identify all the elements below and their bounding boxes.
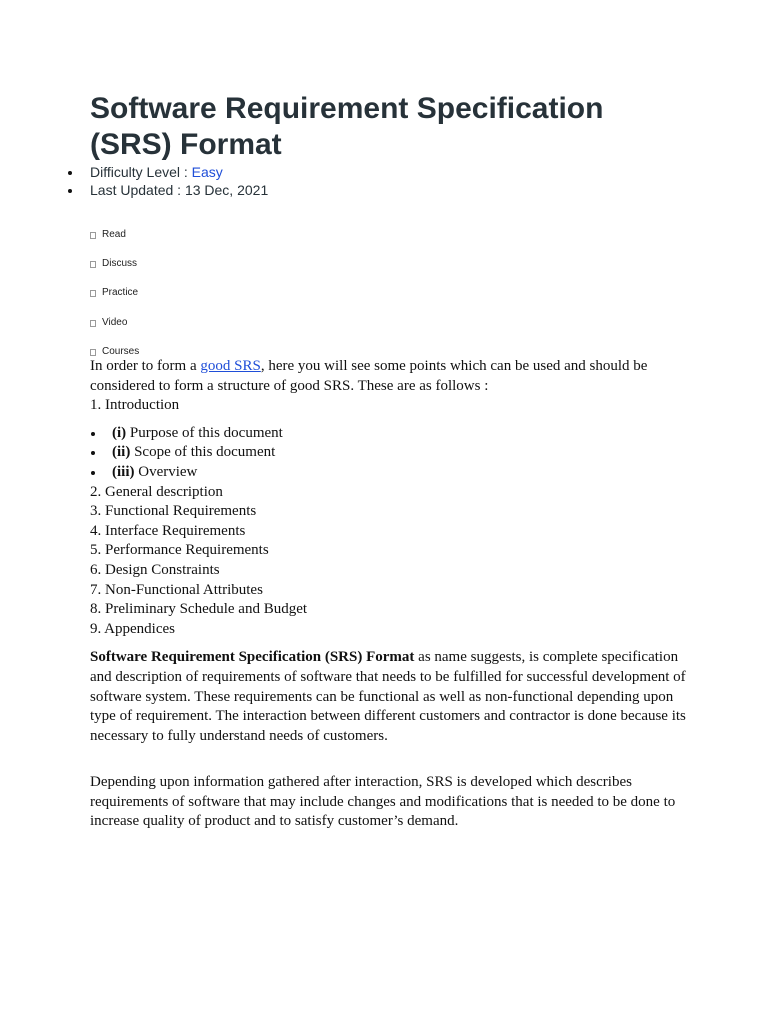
subitem-number: (ii) xyxy=(112,444,131,461)
read-action[interactable] xyxy=(90,229,126,241)
outline-item: 4. Interface Requirements xyxy=(90,522,246,539)
practice-action[interactable] xyxy=(90,287,138,299)
outline-item: 5. Performance Requirements xyxy=(90,542,269,559)
read-label: Read xyxy=(102,229,126,240)
outline-item: 2. General description xyxy=(90,483,223,500)
discuss-action[interactable] xyxy=(90,258,137,270)
intro-text-end: , here you will see some points which can be used and should be considered to form a structure of good SRS. These are as follows : xyxy=(90,358,648,394)
srs-development-paragraph: Depending upon information gathered after interaction, SRS is developed which describes requirements of software that may include changes and modifications that is needed to be done to increase quality of product and to satisfy customer’s demand. xyxy=(90,774,676,830)
outline-item: 1. Introduction xyxy=(90,397,180,414)
good-srs-link[interactable]: good SRS xyxy=(200,358,261,374)
difficulty-level xyxy=(90,163,268,181)
courses-label: Courses xyxy=(102,346,140,357)
srs-description-text: as name suggests, is complete specification and description of requirements of software that needs to be fulfilled for successful development of software system. These requirements can be functional as well as non-functional depending upon type of requirement. The interaction between different customers and contractor is done because its necessary to fully understand needs of customers. xyxy=(90,649,686,744)
difficulty-link[interactable]: Easy xyxy=(191,164,223,180)
practice-icon xyxy=(90,290,96,297)
introduction-subitems xyxy=(90,424,690,483)
outline-item: 3. Functional Requirements xyxy=(90,503,257,520)
video-label: Video xyxy=(102,317,128,328)
subitem-text: Overview xyxy=(134,463,198,480)
subitem-text: Purpose of this document xyxy=(126,424,283,441)
subitem-number: (iii) xyxy=(112,463,135,480)
outline-item: 6. Design Constraints xyxy=(90,561,220,578)
srs-description-paragraph xyxy=(90,648,690,746)
intro-text-start: In order to form a xyxy=(90,358,201,374)
outline-item: 7. Non-Functional Attributes xyxy=(90,581,263,598)
subitem-number: (i) xyxy=(112,424,127,441)
page-title: Software Requirement Specification (SRS) Format xyxy=(90,92,604,161)
courses-icon xyxy=(90,349,96,356)
last-updated: Last Updated : 13 Dec, 2021 xyxy=(90,182,269,198)
srs-bold-term: Software Requirement Specification (SRS) Format xyxy=(90,649,415,666)
article-meta xyxy=(90,163,268,199)
article-body xyxy=(90,357,690,832)
outline-item: 9. Appendices xyxy=(90,620,175,637)
subitem-purpose xyxy=(90,424,690,444)
read-icon xyxy=(90,232,96,239)
intro-paragraph xyxy=(90,357,690,396)
subitem-overview xyxy=(90,463,690,483)
practice-label: Practice xyxy=(102,287,139,298)
video-icon xyxy=(90,320,96,327)
subitem-text: Scope of this document xyxy=(130,444,276,461)
difficulty-label: Difficulty Level : xyxy=(90,164,192,180)
subitem-scope xyxy=(90,443,690,463)
discuss-label: Discuss xyxy=(102,258,138,269)
outline-item: 8. Preliminary Schedule and Budget xyxy=(90,601,308,618)
discuss-icon xyxy=(90,261,96,268)
video-action[interactable] xyxy=(90,317,127,329)
